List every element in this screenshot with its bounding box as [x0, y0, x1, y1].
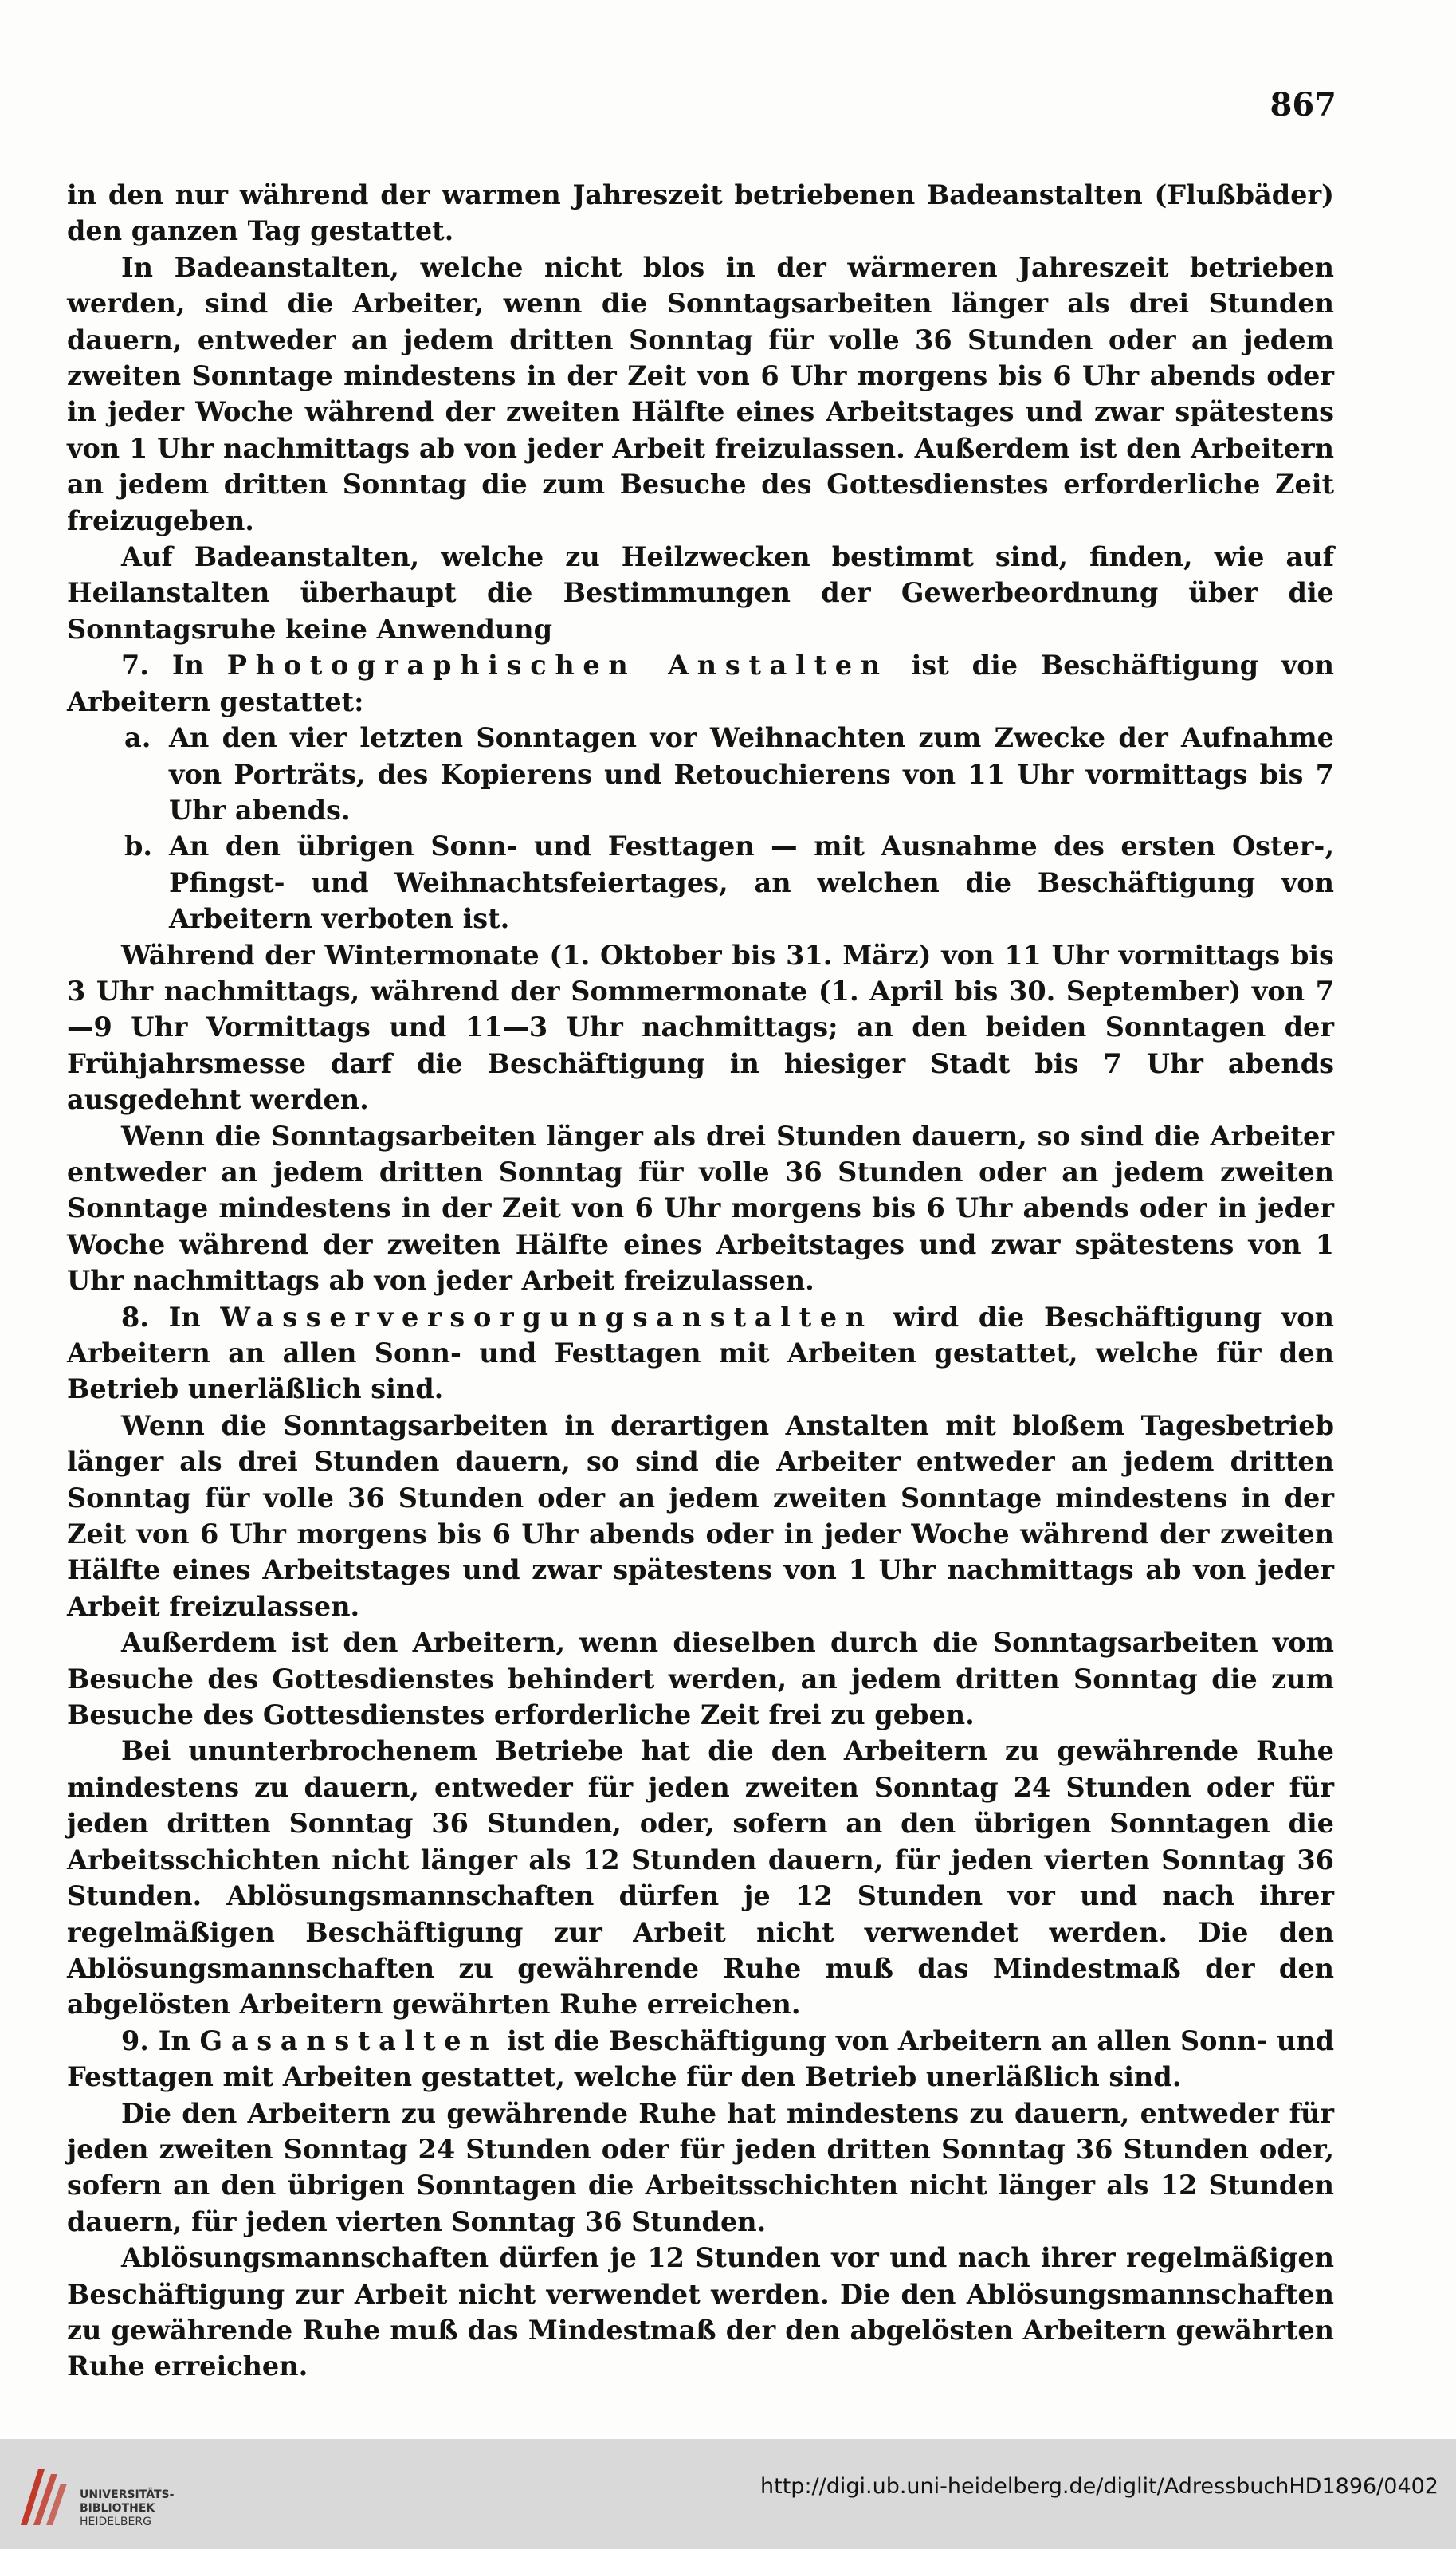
section-paragraph — [67, 1299, 1334, 1408]
list-item-text: An den übrigen Sonn- und Festtagen — mit Ausnahme des ersten Oster-, Pfingst- und Weihnachtsfeiertages, an welchen die Beschäftigung von Arbeitern verboten ist. — [169, 831, 1334, 935]
text-paragraph: Bei ununterbrochenem Betriebe hat die den Arbeitern zu gewährende Ruhe mindestens zu dauern, entweder für jeden zweiten Sonntag 24 Stunden oder für jeden dritten Sonntag 36 Stunden, oder, sofern an den übrigen Sonntagen die Arbeitsschichten nicht länger als 12 Stunden dauern, für jeden vierten Sonntag 36 Stunden. Ablösungsmannschaften dürfen je 12 Stunden vor und nach ihrer regelmäßigen Beschäftigung zur Arbeit nicht verwendet werden. Die den Ablösungsmannschaften zu gewährende Ruhe muß das Mindestmaß der den abgelösten Arbeitern gewährten Ruhe erreichen. — [67, 1735, 1334, 2021]
text-paragraph: Außerdem ist den Arbeitern, wenn dieselben durch die Sonntagsarbeiten vom Besuche des Gottesdienstes behindert werden, an jedem dritten Sonntag die zum Besuche des Gottesdienstes erforderliche Zeit frei zu geben. — [67, 1627, 1334, 1731]
library-seal-icon — [14, 2461, 70, 2533]
section-text: 8. In — [121, 1301, 221, 1333]
text-paragraph: In Badeanstalten, welche nicht blos in der wärmeren Jahreszeit betrieben werden, sind die Arbeiter, wenn die Sonntagsarbeiten länger als drei Stunden dauern, entweder an jedem dritten Sonntag für volle 36 Stunden oder an jedem zweiten Sonntage mindestens in der Zeit von 6 Uhr morgens bis 6 Uhr abends oder in jeder Woche während der zweiten Hälfte eines Arbeitstages und zwar spätestens von 1 Uhr nachmittags ab von jeder Arbeit freizulassen. Außerdem ist den Arbeitern an jedem dritten Sonntag die zum Besuche des Gottesdienstes erforderliche Zeit freizugeben. — [67, 251, 1334, 536]
logo-line-3: HEIDELBERG — [80, 2516, 151, 2528]
page-number: 867 — [1270, 86, 1336, 124]
library-logo-link[interactable] — [14, 2461, 190, 2533]
section-text: 9. In — [121, 2025, 200, 2056]
page-body-text — [67, 177, 1334, 2385]
text-paragraph: in den nur während der warmen Jahreszeit betriebenen Badeanstalten (Flußbäder) den ganzen Tag gestattet. — [67, 179, 1334, 247]
logo-line-1: UNIVERSITÄTS- — [80, 2488, 175, 2501]
section-text: ist die Beschäftigung von Arbeitern gestattet: — [67, 650, 1335, 717]
section-title: Photographischen Anstalten — [226, 650, 889, 681]
text-paragraph: Die den Arbeitern zu gewährende Ruhe hat mindestens zu dauern, entweder für jeden zweiten Sonntag 24 Stunden oder für jeden dritten Sonntag 36 Stunden oder, sofern an den übrigen Sonntagen die Arbeitsschichten nicht länger als 12 Stunden dauern, für jeden vierten Sonntag 36 Stunden. — [67, 2097, 1334, 2237]
viewer-footer-bar — [0, 2439, 1456, 2549]
section-text: 7. In — [121, 650, 227, 681]
section-title: Wasserversorgungsanstalten — [220, 1301, 873, 1333]
list-marker: b. — [124, 831, 153, 862]
logo-line-2: BIBLIOTHEK — [80, 2502, 155, 2515]
text-paragraph: Wenn die Sonntagsarbeiten in derartigen Anstalten mit bloßem Tagesbetrieb länger als drei Stunden dauern, so sind die Arbeiter entweder an jedem dritten Sonntag für volle 36 Stunden oder an jedem zweiten Sonntage mindestens in der Zeit von 6 Uhr morgens bis 6 Uhr abends oder in jeder Woche während der zweiten Hälfte eines Arbeitstages und zwar spätestens von 1 Uhr nachmittags ab von jeder Arbeit freizulassen. — [67, 1409, 1334, 1622]
list-marker: a. — [124, 722, 151, 754]
section-title: Gasanstalten — [199, 2025, 498, 2056]
text-paragraph: Wenn die Sonntagsarbeiten länger als drei Stunden dauern, so sind die Arbeiter entweder an jedem dritten Sonntag für volle 36 Stunden oder an jedem zweiten Sonntage mindestens in der Zeit von 6 Uhr morgens bis 6 Uhr abends oder in jeder Woche während der zweiten Hälfte eines Arbeitstages und zwar spätestens von 1 Uhr nachmittags ab von jeder Arbeit freizulassen. — [67, 1120, 1334, 1297]
section-paragraph — [67, 647, 1334, 720]
list-item-text: An den vier letzten Sonntagen vor Weihnachten zum Zwecke der Aufnahme von Porträts, des Kopierens und Retouchierens von 11 Uhr vormittags bis 7 Uhr abends. — [169, 722, 1334, 826]
section-text: wird die Beschäftigung von Arbeitern an allen Sonn- und Festtagen mit Arbeiten gestattet, welche für den Betrieb unerläßlich sind. — [67, 1301, 1334, 1405]
library-logo-text — [80, 2488, 174, 2529]
text-paragraph: Während der Wintermonate (1. Oktober bis 31. März) von 11 Uhr vormittags bis 3 Uhr nachmittags, während der Sommermonate (1. April bis 30. September) von 7—9 Uhr Vormittags und 11—3 Uhr nachmittags; an den beiden Sonntagen der Frühjahrsmesse darf die Beschäftigung in hiesiger Stadt bis 7 Uhr abends ausgedehnt werden. — [67, 939, 1334, 1116]
text-paragraph: Auf Badeanstalten, welche zu Heilzwecken bestimmt sind, finden, wie auf Heilanstalten überhaupt die Bestimmungen der Gewerbeordnung über die Sonntagsruhe keine Anwendung — [67, 541, 1334, 645]
section-text: ist die Beschäftigung von Arbeitern an allen Sonn- und Festtagen mit Arbeiten gestattet, welche für den Betrieb unerläßlich sind. — [67, 2025, 1334, 2093]
permalink-url[interactable]: http://digi.ub.uni-heidelberg.de/diglit/AdressbuchHD1896/0402 — [760, 2474, 1438, 2499]
list-item — [67, 720, 1334, 828]
text-paragraph: Ablösungsmannschaften dürfen je 12 Stunden vor und nach ihrer regelmäßigen Beschäftigung zur Arbeit nicht verwendet werden. Die den Ablösungsmannschaften zu gewährende Ruhe muß das Mindestmaß der den abgelösten Arbeitern gewährten Ruhe erreichen. — [67, 2242, 1334, 2382]
section-paragraph — [67, 2023, 1334, 2095]
list-item — [67, 828, 1334, 937]
